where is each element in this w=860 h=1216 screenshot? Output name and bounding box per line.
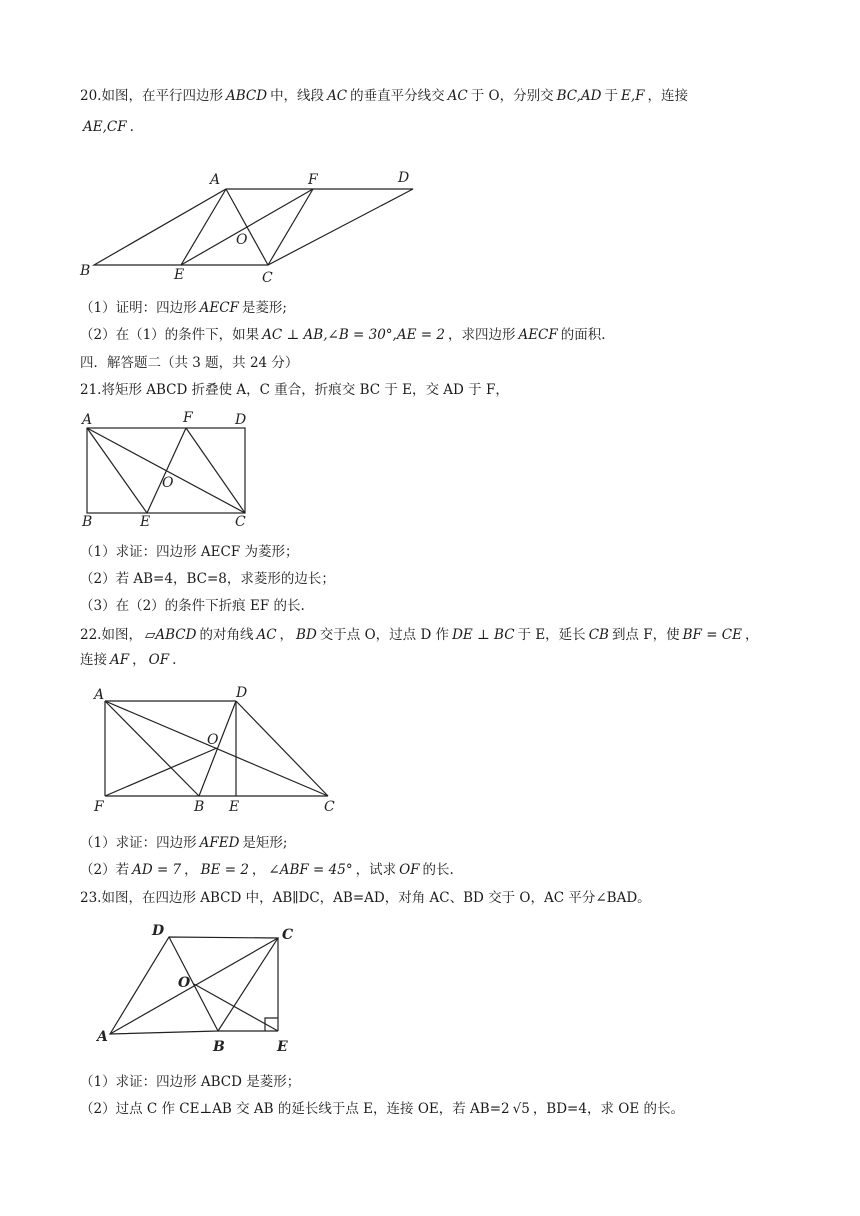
- q21-label-d: D: [235, 412, 247, 428]
- q22-text: 的长.: [422, 862, 454, 878]
- q20-label-b: B: [80, 263, 91, 279]
- q22-math: ∠ABF = 45°: [268, 862, 353, 878]
- q21-label-a: A: [82, 412, 93, 428]
- q22-figure: [88, 684, 344, 814]
- q23-label-e: E: [277, 1039, 288, 1055]
- q20-text: （2）在（1）的条件下，如果: [80, 327, 260, 343]
- q22-text: 的对角线: [199, 627, 254, 643]
- q23-segment-bd: [169, 937, 218, 1031]
- q22-text: （2）若: [80, 862, 130, 878]
- q21-segment-fc: [186, 428, 245, 513]
- q21-label-c: C: [235, 514, 246, 530]
- q22-segment-bd: [199, 701, 236, 796]
- q22-part1: [80, 834, 287, 852]
- q20-text: 的垂直平分线交: [350, 88, 445, 104]
- q23-part1: （1）求证：四边形 ABCD 是菱形；: [80, 1074, 301, 1090]
- q22-math: OF: [148, 652, 170, 668]
- q21-label-f: F: [183, 410, 193, 426]
- q22-text: ，: [251, 862, 266, 878]
- q20-text: 的面积.: [560, 327, 606, 343]
- q23-label-c: C: [282, 927, 294, 943]
- q20-label-c: C: [262, 270, 273, 286]
- q20-segment-ef: [181, 189, 313, 265]
- q23-text: （2）过点 C 作 CE⊥AB 交 AB 的延长线于点 E，连接 OE，若 AB=2: [80, 1101, 510, 1117]
- q20-label-e: E: [174, 267, 185, 283]
- q22-stem-line1: [80, 626, 758, 644]
- q20-text: ，求四边形: [447, 327, 516, 343]
- q22-math: CB: [588, 627, 609, 643]
- q23-part2: [80, 1100, 684, 1118]
- q22-text: ，: [744, 627, 759, 643]
- q20-label-o: O: [236, 232, 248, 248]
- q20-parallelogram: [94, 189, 413, 265]
- q21-label-e: E: [140, 514, 151, 530]
- q20-text: 于: [604, 88, 618, 104]
- q22-text: ，试求: [355, 862, 397, 878]
- q22-math: AC: [256, 627, 277, 643]
- q22-label-f: F: [94, 799, 104, 815]
- q22-label-e: E: [229, 799, 240, 815]
- q22-math: ▱ABCD: [144, 627, 197, 643]
- q22-text: .: [172, 652, 177, 668]
- q20-text: 于 O，分别交: [470, 88, 554, 104]
- q22-text: ，: [184, 862, 198, 878]
- q20-text: 中，线段: [270, 88, 325, 104]
- q20-text: ，连接: [647, 88, 689, 104]
- q20-text: 是菱形;: [241, 300, 287, 316]
- q22-math: AD = 7: [132, 862, 182, 878]
- q20-math: AE,CF: [83, 119, 127, 135]
- q20-math: ABCD: [225, 88, 268, 104]
- q21-part3: （3）在（2）的条件下折痕 EF 的长.: [80, 598, 305, 614]
- q20-math: E,F: [621, 88, 645, 104]
- q20-text: .: [129, 119, 134, 135]
- q22-text: ，: [279, 627, 294, 643]
- q22-stem-line2: [80, 651, 176, 669]
- q20-stem-line2: [80, 118, 134, 136]
- q20-math: AECF: [199, 300, 239, 316]
- q22-segment-ab: [105, 701, 199, 796]
- q23-sqrt: √5: [512, 1101, 530, 1117]
- q22-label-o: O: [207, 732, 219, 748]
- q22-segment-fo: [105, 748, 217, 796]
- q23-stem: 23.如图，在四边形 ABCD 中，AB∥DC，AB=AD，对角 AC、BD 交于 O，AC 平分∠BAD。: [80, 890, 651, 906]
- q20-math: AC ⊥ AB,∠B = 30°,AE = 2: [262, 327, 445, 343]
- q20-stem-line1: [80, 87, 688, 105]
- q22-text: 22.如图，: [80, 627, 142, 643]
- q23-label-a: A: [97, 1029, 108, 1045]
- q21-label-b: B: [82, 514, 93, 530]
- q22-math: BE = 2: [200, 862, 249, 878]
- q21-segment-ae: [87, 428, 147, 513]
- q21-part1: （1）求证：四边形 AECF 为菱形；: [80, 544, 299, 560]
- q22-segment-dc: [236, 701, 328, 796]
- q22-part2: [80, 861, 454, 879]
- q22-text: （1）求证：四边形: [80, 835, 197, 851]
- q21-figure: [80, 408, 260, 532]
- q20-math: AC: [327, 88, 348, 104]
- q22-math: AF: [110, 652, 130, 668]
- q21-segment-ef: [147, 428, 186, 513]
- q22-math: BF = CE: [682, 627, 742, 643]
- q20-text: （1）证明：四边形: [80, 300, 197, 316]
- q20-label-d: D: [398, 170, 410, 186]
- q23-label-d: D: [152, 923, 165, 939]
- q22-math: AFED: [199, 835, 240, 851]
- q20-math: AC: [447, 88, 468, 104]
- q22-text: 交于点 O，过点 D 作: [319, 627, 450, 643]
- q20-part2: [80, 326, 606, 344]
- q21-stem: 21.将矩形 ABCD 折叠使 A，C 重合，折痕交 BC 于 E，交 AD 于 F，: [80, 382, 509, 398]
- q22-math: OF: [399, 862, 420, 878]
- q23-text: ，BD=4，求 OE 的长。: [532, 1101, 684, 1117]
- q21-part2: （2）若 AB=4，BC=8，求菱形的边长；: [80, 571, 335, 587]
- q20-math: BC,AD: [556, 88, 602, 104]
- q20-part1: [80, 299, 287, 317]
- q22-text: 到点 F，使: [611, 627, 680, 643]
- q20-figure: [80, 168, 420, 286]
- q20-label-a: A: [210, 172, 221, 188]
- section-heading: 四．解答题二（共 3 题，共 24 分）: [80, 355, 299, 371]
- q20-text: 20.如图，在平行四边形: [80, 88, 223, 104]
- q22-label-b: B: [194, 799, 205, 815]
- q22-text: 于 E，延长: [517, 627, 586, 643]
- q22-label-a: A: [94, 687, 105, 703]
- q22-math: DE ⊥ BC: [452, 627, 515, 643]
- q20-segment-ae: [181, 189, 226, 265]
- q21-label-o: O: [162, 475, 174, 491]
- q22-text: 连接: [80, 652, 107, 668]
- q22-text: ，: [132, 652, 146, 668]
- q20-math: AECF: [518, 327, 558, 343]
- q22-label-c: C: [324, 799, 335, 815]
- q23-label-b: B: [213, 1039, 225, 1055]
- q23-figure: [94, 918, 304, 1056]
- q22-text: 是矩形;: [242, 835, 288, 851]
- q20-label-f: F: [308, 172, 318, 188]
- q22-label-d: D: [236, 685, 248, 701]
- q22-math: BD: [296, 627, 317, 643]
- q23-label-o: O: [178, 975, 191, 991]
